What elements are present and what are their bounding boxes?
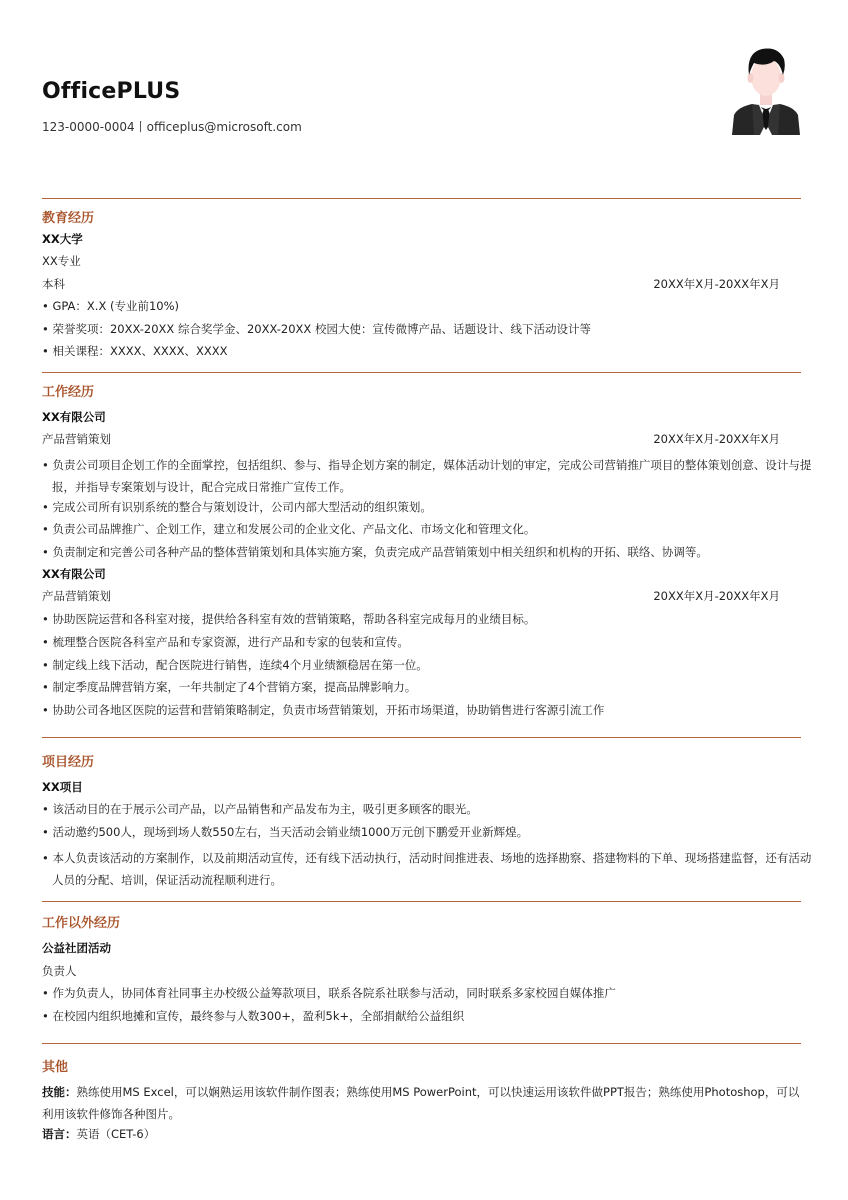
org-name: 公益社团活动 [42,941,111,955]
project-title: 项目经历 [42,755,95,770]
list-item: • 相关课程：XXXX、XXXX、XXXX [42,344,228,358]
extra-title: 工作以外经历 [42,916,121,931]
degree: 本科 [42,277,65,291]
list-item: • 梳理整合医院各科室产品和专家资源，进行产品和专家的包装和宣传。 [42,635,409,649]
job-role: 产品营销策划 [42,432,111,446]
org-role: 负责人 [42,964,77,978]
avatar-icon [730,43,802,135]
other-title: 其他 [42,1060,69,1075]
language-label: 语言： [42,1127,77,1141]
section-divider [42,901,801,902]
job-date: 20XX年X月-20XX年X月 [653,432,780,446]
education-title: 教育经历 [42,211,95,226]
language-value: 英语（CET-6） [76,1127,156,1141]
major: XX专业 [42,254,81,268]
work-title: 工作经历 [42,385,95,400]
list-item: • 负责公司品牌推广、企划工作，建立和发展公司的企业文化、产品文化、市场文化和管理文化。 [42,522,536,536]
section-divider [42,737,801,738]
list-item: • 负责公司项目企划工作的全面掌控，包括组织、参与、指导企划方案的制定，媒体活动计划的审定，完成公司营销推广项目的整体策划创意、设计与提报，并指导专案策划与设计，配合完成日常推广宣传工作。 [42,458,812,494]
language-text [42,1126,807,1142]
list-item: • 作为负责人，协同体育社同事主办校级公益筹款项目，联系各院系社联参与活动，同时联系多家校园自媒体推广 [42,986,616,1000]
section-divider [42,198,801,199]
skills-text [42,1081,807,1125]
list-item: • 制定季度品牌营销方案，一年共制定了4个营销方案，提高品牌影响力。 [42,680,417,694]
list-item: • 本人负责该活动的方案制作，以及前期活动宣传，还有线下活动执行，活动时间推进表、场地的选择勘察、搭建物料的下单、现场搭建监督，还有活动人员的分配、培训，保证活动流程顺利进行。 [42,851,812,887]
school-name: XX大学 [42,232,83,246]
contact-info: 123-0000-0004丨officeplus@microsoft.com [42,120,302,134]
company-name: XX有限公司 [42,410,106,424]
company-name: XX有限公司 [42,567,106,581]
skills-label: 技能： [42,1085,77,1099]
list-item: • 协助医院运营和各科室对接，提供给各科室有效的营销策略，帮助各科室完成每月的业绩目标。 [42,612,536,626]
job-role: 产品营销策划 [42,589,111,603]
list-item: • GPA：X.X (专业前10%) [42,299,180,313]
list-item: • 制定线上线下活动，配合医院进行销售，连续4个月业绩额稳居在第一位。 [42,658,428,672]
list-item: • 完成公司所有识别系统的整合与策划设计，公司内部大型活动的组织策划。 [42,500,432,514]
list-item: • 活动邀约500人，现场到场人数550左右，当天活动会销业绩1000万元创下鹏爱开业新辉煌。 [42,825,529,839]
project-name: XX项目 [42,780,83,794]
list-item: • 该活动目的在于展示公司产品，以产品销售和产品发布为主，吸引更多顾客的眼光。 [42,802,478,816]
list-item: • 荣誉奖项：20XX-20XX 综合奖学金、20XX-20XX 校园大使：宣传微博产品、话题设计、线下活动设计等 [42,322,591,336]
list-item: • 在校园内组织地摊和宣传，最终参与人数300+，盈利5k+，全部捐献给公益组织 [42,1009,465,1023]
list-item: • 协助公司各地区医院的运营和营销策略制定，负责市场营销策划，开拓市场渠道，协助销售进行客源引流工作 [42,703,605,717]
section-divider [42,1043,801,1044]
list-item: • 负责制定和完善公司各种产品的整体营销策划和具体实施方案，负责完成产品营销策划中相关纽织和机构的开拓、联络、协调等。 [42,545,708,559]
job-date: 20XX年X月-20XX年X月 [653,589,780,603]
skills-value: 熟练使用MS Excel，可以娴熟运用该软件制作图表；熟练使用MS PowerPoint，可以快速运用该软件做PPT报告；熟练使用Photoshop，可以利用该软件修饰各种图片。 [42,1085,800,1121]
section-divider [42,372,801,373]
education-date: 20XX年X月-20XX年X月 [653,277,780,291]
candidate-name: OfficePLUS [42,79,181,104]
